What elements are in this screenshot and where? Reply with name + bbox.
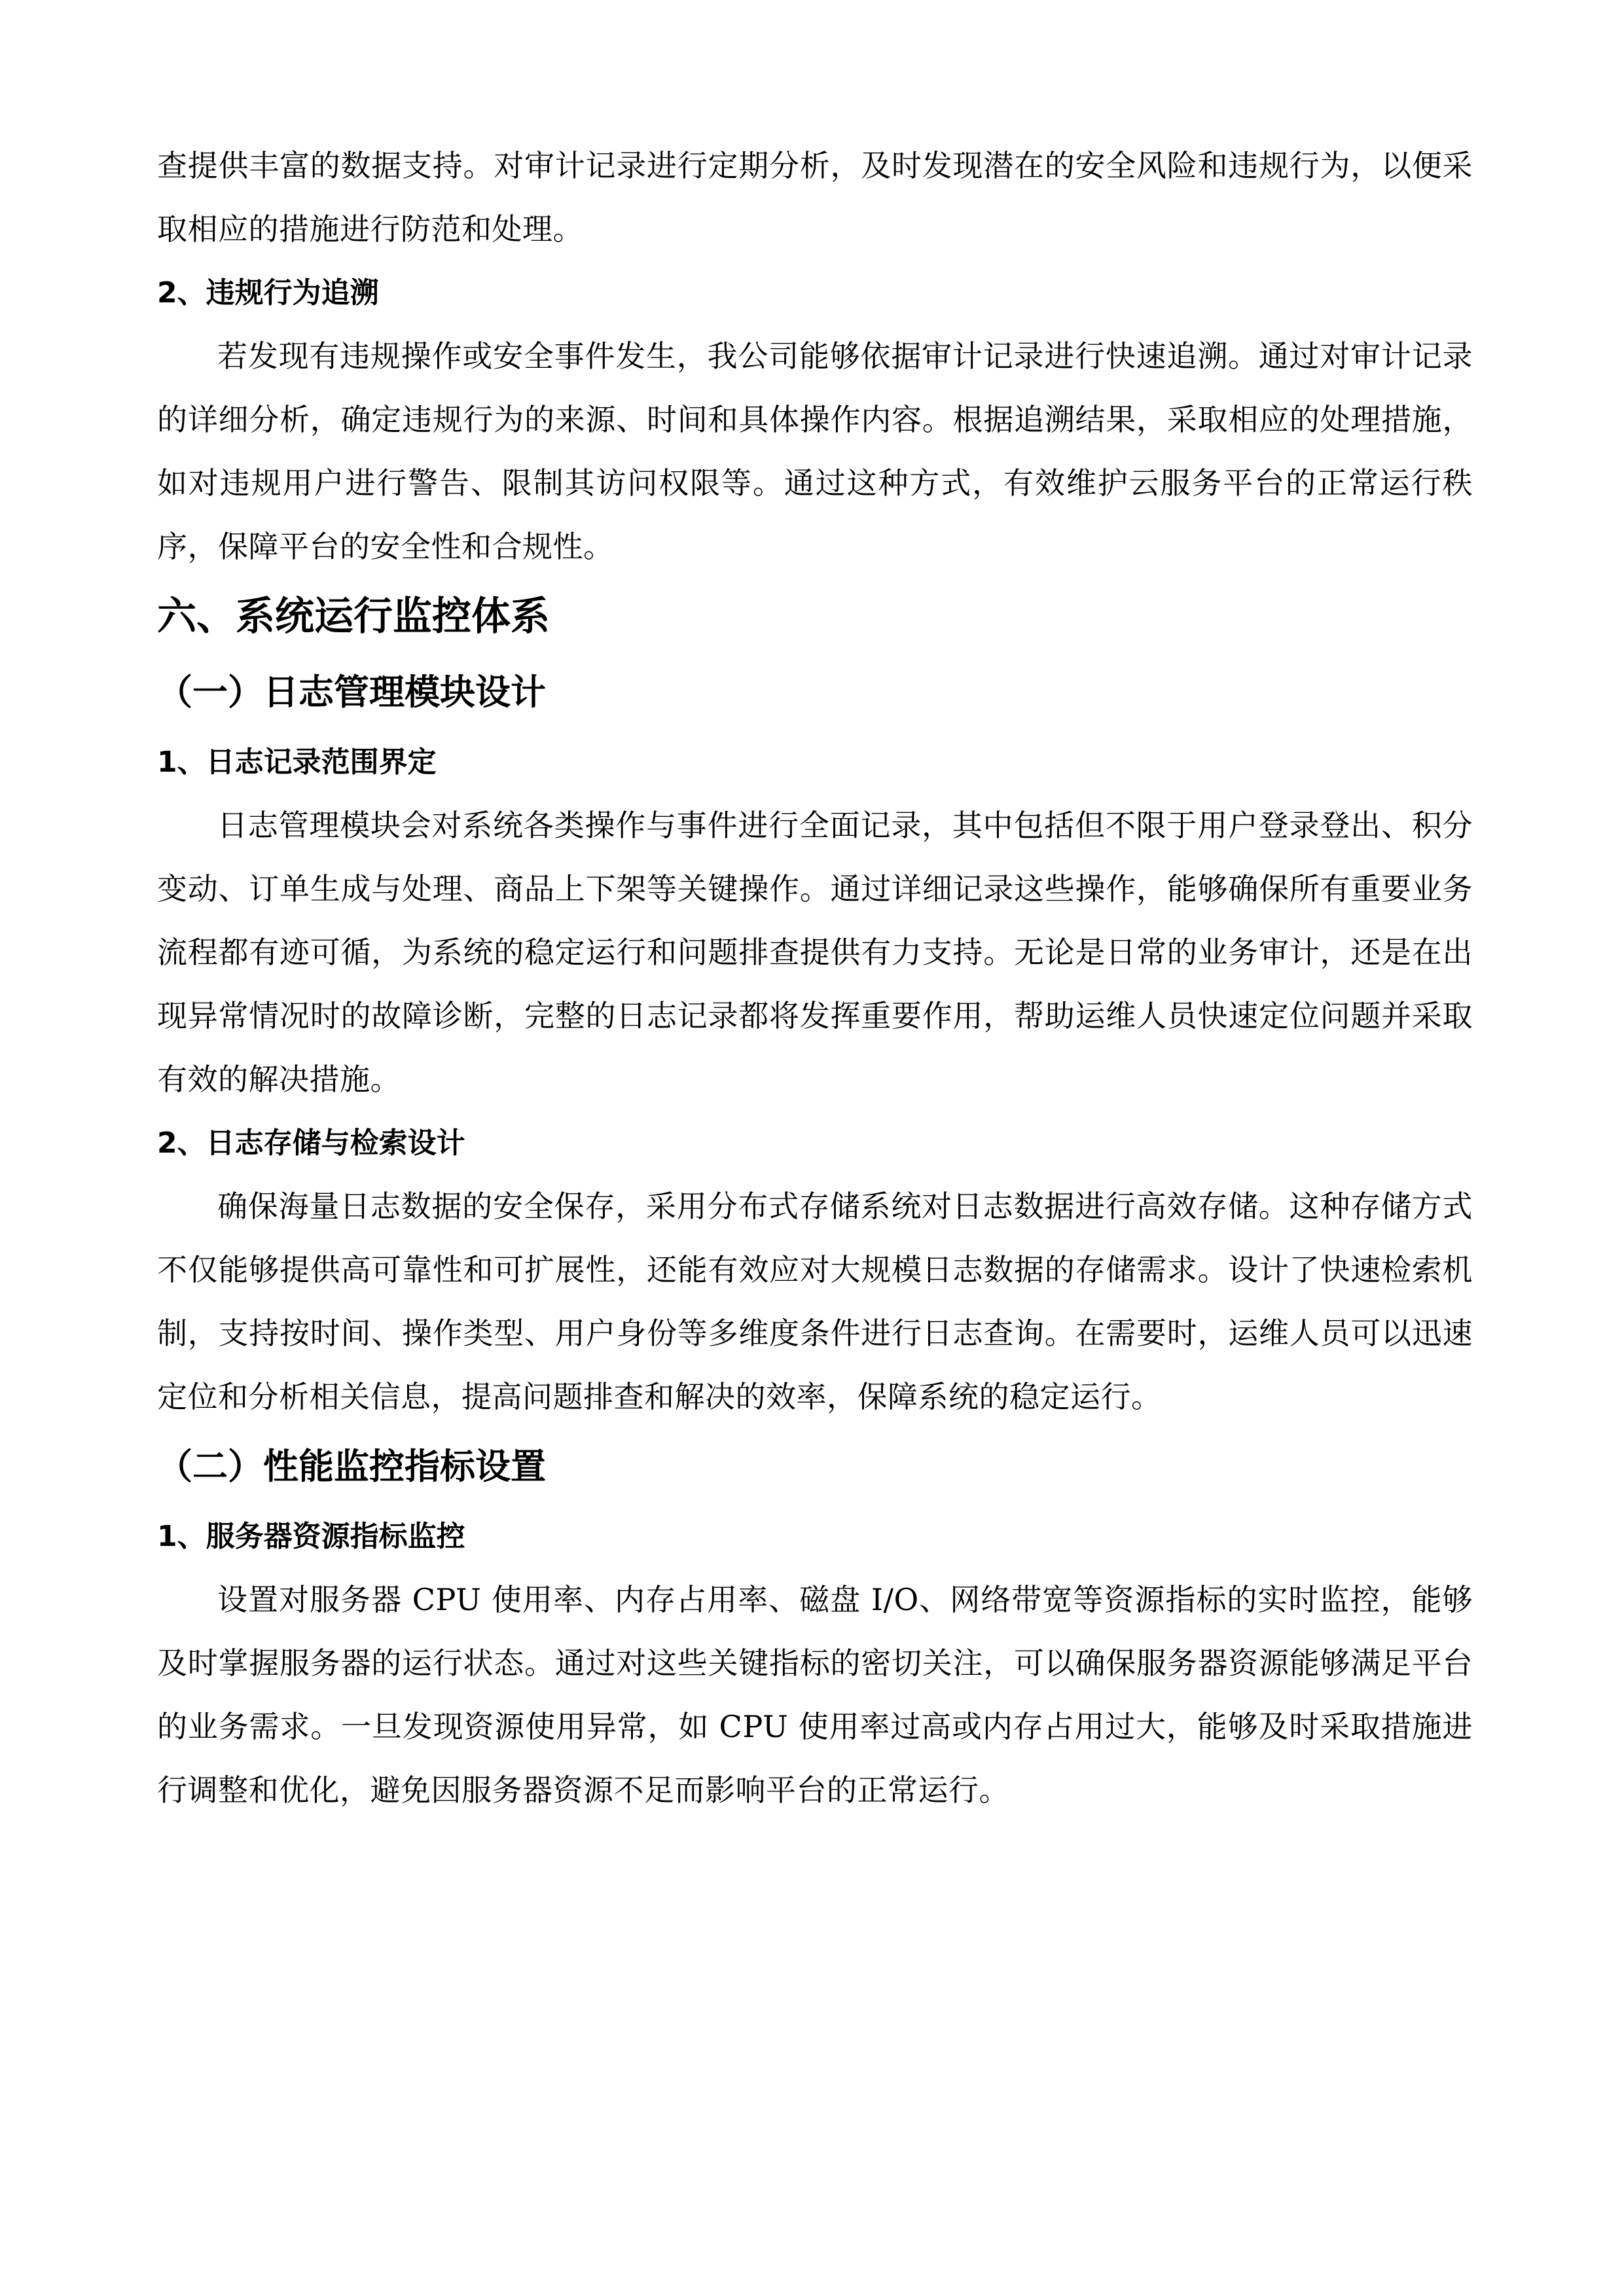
heading-section-six: 六、系统运行监控体系 — [157, 594, 550, 639]
paragraph-server-resources: 设置对服务器 CPU 使用率、内存占用率、磁盘 I/O、网络带宽等资源指标的实时监控，能够及时掌握服务器的运行状态。通过对这些关键指标的密切关注，可以确保服务器资源能够满足平台的业务需求。一旦发现资源使用异常，如 CPU 使用率过高或内存占用过大，能够及时采取措施进行调整和优化，避免因服务器资源不足而影响平台的正常运行。 — [157, 1582, 1473, 1808]
heading-log-module: （一）日志管理模块设计 — [157, 672, 546, 713]
paragraph-violation-tracing: 若发现有违规操作或安全事件发生，我公司能够依据审计记录进行快速追溯。通过对审计记录的详细分析，确定违规行为的来源、时间和具体操作内容。根据追溯结果，采取相应的处理措施，如对违规用户进行警告、限制其访问权限等。通过这种方式，有效维护云服务平台的正常运行秩序，保障平台的安全性和合规性。 — [157, 338, 1473, 564]
heading-server-resources: 1、服务器资源指标监控 — [157, 1520, 465, 1553]
document-body — [157, 134, 1473, 1822]
paragraph-log-scope: 日志管理模块会对系统各类操作与事件进行全面记录，其中包括但不限于用户登录登出、积分变动、订单生成与处理、商品上下架等关键操作。通过详细记录这些操作，能够确保所有重要业务流程都有迹可循，为系统的稳定运行和问题排查提供有力支持。无论是日常的业务审计，还是在出现异常情况时的故障诊断，完整的日志记录都将发挥重要作用，帮助运维人员快速定位问题并采取有效的解决措施。 — [157, 808, 1473, 1097]
heading-log-scope: 1、日志记录范围界定 — [157, 745, 437, 779]
paragraph-log-storage: 确保海量日志数据的安全保存，采用分布式存储系统对日志数据进行高效存储。这种存储方式不仅能够提供高可靠性和可扩展性，还能有效应对大规模日志数据的存储需求。设计了快速检索机制，支持按时间、操作类型、用户身份等多维度条件进行日志查询。在需要时，运维人员可以迅速定位和分析相关信息，提高问题排查和解决的效率，保障系统的稳定运行。 — [157, 1189, 1473, 1414]
paragraph-audit-analysis: 查提供丰富的数据支持。对审计记录进行定期分析，及时发现潜在的安全风险和违规行为，以便采取相应的措施进行防范和处理。 — [157, 148, 1473, 247]
heading-log-storage: 2、日志存储与检索设计 — [157, 1126, 465, 1160]
heading-violation-tracing: 2、违规行为追溯 — [157, 276, 379, 310]
heading-performance-metrics: （二）性能监控指标设置 — [157, 1446, 546, 1487]
